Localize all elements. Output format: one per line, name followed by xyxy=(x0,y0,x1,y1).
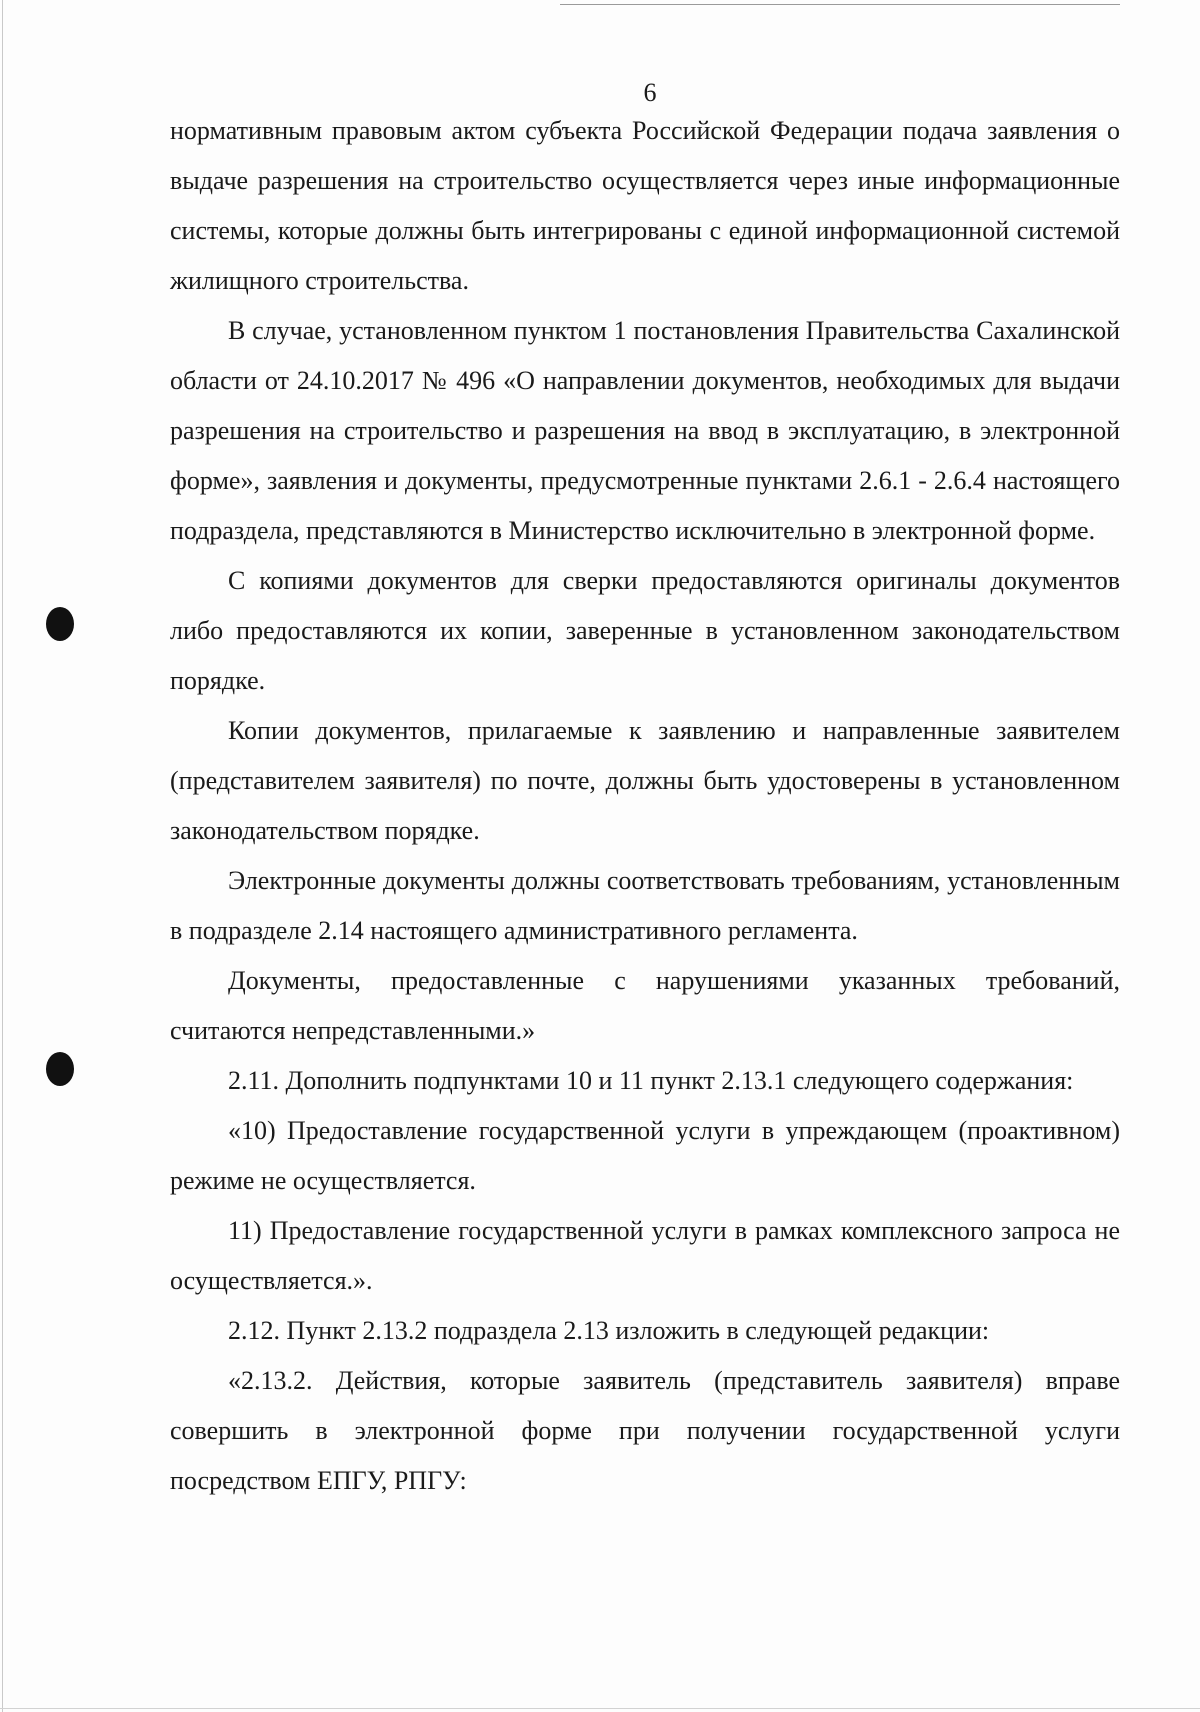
page-number: 6 xyxy=(643,78,657,107)
paragraph: 11) Предоставление государственной услуги в рамках комплексного запроса не осуществляется.». xyxy=(170,1216,1120,1295)
paragraph: 2.11. Дополнить подпунктами 10 и 11 пункт 2.13.1 следующего содержания: xyxy=(228,1066,1074,1095)
paragraph: «10) Предоставление государственной услуги в упреждающем (проактивном) режиме не осуществляется. xyxy=(170,1116,1120,1195)
scan-edge-bottom xyxy=(0,1708,1200,1709)
document-body xyxy=(170,106,1120,1506)
paragraph: «2.13.2. Действия, которые заявитель (представитель заявителя) вправе совершить в электронной форме при получении государственной услуги посредством ЕПГУ, РПГУ: xyxy=(170,1366,1120,1495)
punch-hole xyxy=(46,607,74,641)
paragraph: Документы, предоставленные с нарушениями указанных требований, считаются непредставленными.» xyxy=(170,966,1120,1045)
punch-hole xyxy=(46,1052,74,1086)
scan-edge-left xyxy=(2,0,3,1712)
paragraph: нормативным правовым актом субъекта Российской Федерации подача заявления о выдаче разрешения на строительство осуществляется через иные информационные системы, которые должны быть интегрированы с единой информационной системой жилищного строительства. xyxy=(170,116,1120,295)
scan-edge-top xyxy=(560,4,1120,5)
paragraph: В случае, установленном пунктом 1 постановления Правительства Сахалинской области от 24.10.2017 № 496 «О направлении документов, необходимых для выдачи разрешения на строительство и разрешения на ввод в эксплуатацию, в электронной форме», заявления и документы, предусмотренные пунктами 2.6.1 - 2.6.4 настоящего подраздела, представляются в Министерство исключительно в электронной форме. xyxy=(170,316,1120,545)
paragraph: Электронные документы должны соответствовать требованиям, установленным в подразделе 2.14 настоящего административного регламента. xyxy=(170,866,1120,945)
paragraph: Копии документов, прилагаемые к заявлению и направленные заявителем (представителем заявителя) по почте, должны быть удостоверены в установленном законодательством порядке. xyxy=(170,716,1120,845)
paragraph: 2.12. Пункт 2.13.2 подраздела 2.13 изложить в следующей редакции: xyxy=(228,1316,990,1345)
paragraph: С копиями документов для сверки предоставляются оригиналы документов либо предоставляются их копии, заверенные в установленном законодательством порядке. xyxy=(170,566,1120,695)
